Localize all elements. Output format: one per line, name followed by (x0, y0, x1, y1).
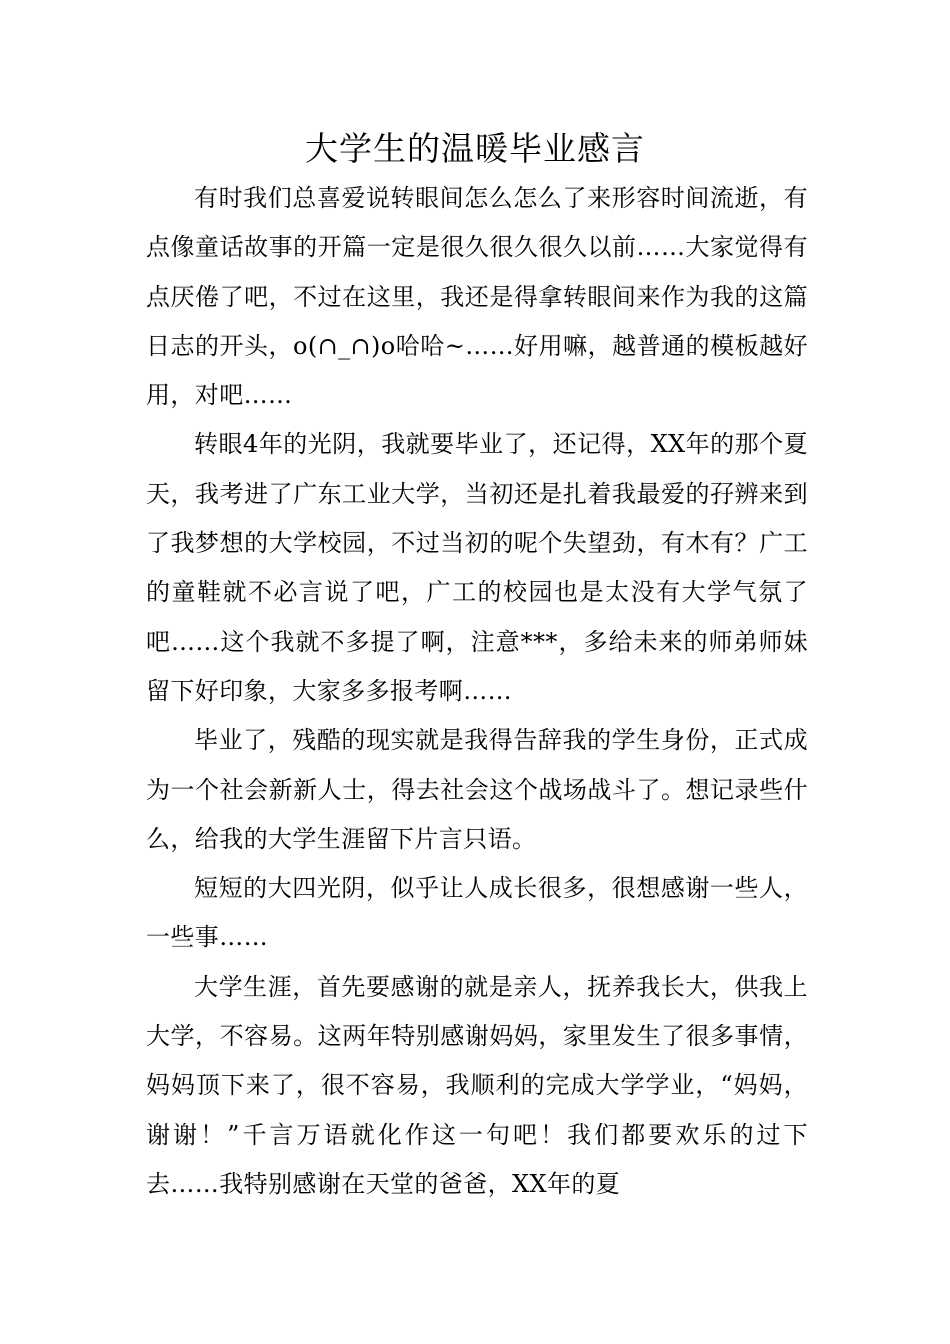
paragraph-1: 有时我们总喜爱说转眼间怎么怎么了来形容时间流逝，有点像童话故事的开篇一定是很久很久很久以前……大家觉得有点厌倦了吧，不过在这里，我还是得拿转眼间来作为我的这篇日志的开头，o(∩_∩)o哈哈~……好用嘛，越普通的模板越好用，对吧…… (146, 184, 808, 410)
paragraph-3: 毕业了，残酷的现实就是我得告辞我的学生身份，正式成为一个社会新新人士，得去社会这个战场战斗了。想记录些什么，给我的大学生涯留下片言只语。 (146, 726, 808, 853)
paragraph-5: 大学生涯，首先要感谢的就是亲人，抚养我长大，供我上大学，不容易。这两年特别感谢妈妈，家里发生了很多事情，妈妈顶下来了，很不容易，我顺利的完成大学学业，“妈妈，谢谢！”千言万语就化作这一句吧！我们都要欢乐的过下去……我特别感谢在天堂的爸爸，XX年的夏 (146, 972, 808, 1198)
paragraph-4: 短短的大四光阴，似乎让人成长很多，很想感谢一些人，一些事…… (146, 874, 808, 952)
paragraph-2: 转眼4年的光阴，我就要毕业了，还记得，XX年的那个夏天，我考进了广东工业大学，当初还是扎着我最爱的孖辨来到了我梦想的大学校园，不过当初的呢个失望劲，有木有？广工的童鞋就不必言说了吧，广工的校园也是太没有大学气氛了吧……这个我就不多提了啊，注意***，多给未来的师弟师妹留下好印象，大家多多报考啊…… (146, 430, 808, 705)
document-title: 大学生的温暖毕业感言 (305, 129, 645, 168)
document-body (146, 174, 808, 1209)
